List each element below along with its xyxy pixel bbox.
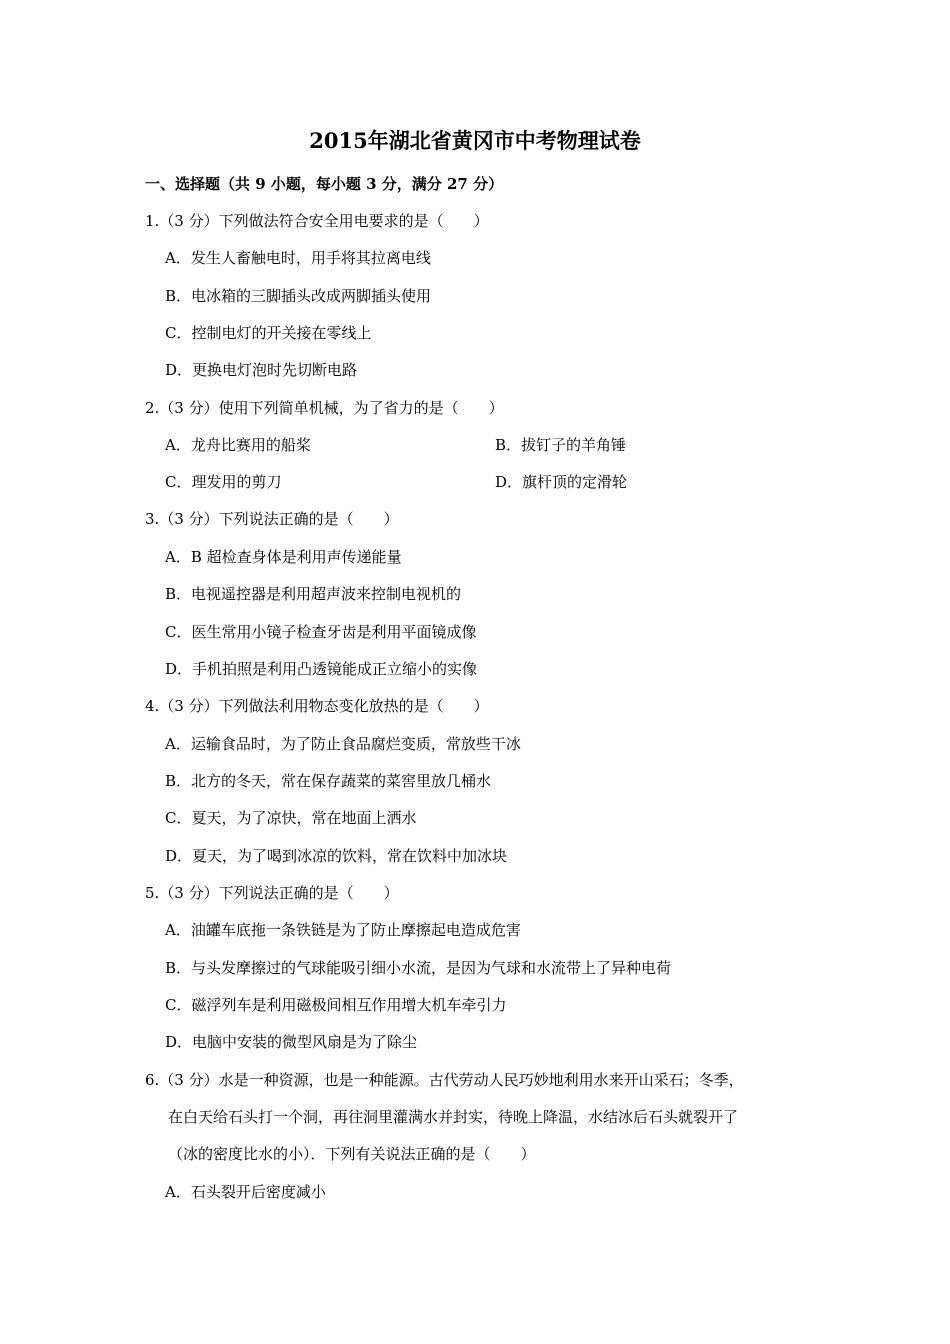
question-4-option-b: B．北方的冬天，常在保存蔬菜的菜窖里放几桶水 bbox=[165, 772, 492, 790]
question-2-option-b: B．拔钉子的羊角锤 bbox=[495, 436, 627, 454]
question-6-stem-line-2: 在白天给石头打一个洞，再往洞里灌满水并封实，待晚上降温，水结冰后石头就裂开了 bbox=[168, 1108, 739, 1126]
question-6-option-a: A．石头裂开后密度减小 bbox=[165, 1183, 326, 1201]
question-3-option-b: B．电视遥控器是利用超声波来控制电视机的 bbox=[165, 585, 462, 603]
question-5-stem: 5.（3 分）下列说法正确的是（ ） bbox=[145, 884, 399, 902]
question-4-option-a: A．运输食品时，为了防止食品腐烂变质，常放些干冰 bbox=[165, 735, 521, 753]
question-5-option-b: B．与头发摩擦过的气球能吸引细小水流，是因为气球和水流带上了异种电荷 bbox=[165, 959, 672, 977]
question-1-option-b: B．电冰箱的三脚插头改成两脚插头使用 bbox=[165, 287, 432, 305]
section-heading: 一、选择题（共 9 小题，每小题 3 分，满分 27 分） bbox=[145, 175, 504, 193]
question-4-option-d: D．夏天，为了喝到冰凉的饮料，常在饮料中加冰块 bbox=[165, 847, 508, 865]
question-3-option-c: C．医生常用小镜子检查牙齿是利用平面镜成像 bbox=[165, 623, 477, 641]
question-2-option-a: A．龙舟比赛用的船桨 bbox=[165, 436, 311, 454]
question-4-stem: 4.（3 分）下列做法利用物态变化放热的是（ ） bbox=[145, 697, 489, 715]
question-3-option-d: D．手机拍照是利用凸透镜能成正立缩小的实像 bbox=[165, 660, 478, 678]
question-1-option-d: D．更换电灯泡时先切断电路 bbox=[165, 361, 358, 379]
question-6-stem-line-3: （冰的密度比水的小）．下列有关说法正确的是（ ） bbox=[168, 1145, 536, 1163]
question-2-stem: 2.（3 分）使用下列简单机械，为了省力的是（ ） bbox=[145, 399, 504, 417]
question-6-stem-line-1: 6.（3 分）水是一种资源，也是一种能源。古代劳动人民巧妙地利用水来开山采石；冬季， bbox=[145, 1071, 744, 1089]
question-3-stem: 3.（3 分）下列说法正确的是（ ） bbox=[145, 510, 399, 528]
question-1-option-a: A．发生人畜触电时，用手将其拉离电线 bbox=[165, 249, 431, 267]
page-title: 2015年湖北省黄冈市中考物理试卷 bbox=[309, 128, 641, 153]
question-3-option-a: A．B 超检查身体是利用声传递能量 bbox=[165, 548, 402, 566]
question-5-option-d: D．电脑中安装的微型风扇是为了除尘 bbox=[165, 1033, 418, 1051]
question-1-option-c: C．控制电灯的开关接在零线上 bbox=[165, 324, 372, 342]
question-5-option-a: A．油罐车底拖一条铁链是为了防止摩擦起电造成危害 bbox=[165, 921, 521, 939]
question-1-stem: 1.（3 分）下列做法符合安全用电要求的是（ ） bbox=[145, 212, 489, 230]
question-5-option-c: C．磁浮列车是利用磁极间相互作用增大机车牵引力 bbox=[165, 996, 507, 1014]
question-2-option-d: D．旗杆顶的定滑轮 bbox=[495, 473, 628, 491]
question-2-option-c: C．理发用的剪刀 bbox=[165, 473, 282, 491]
question-4-option-c: C．夏天，为了凉快，常在地面上洒水 bbox=[165, 809, 417, 827]
